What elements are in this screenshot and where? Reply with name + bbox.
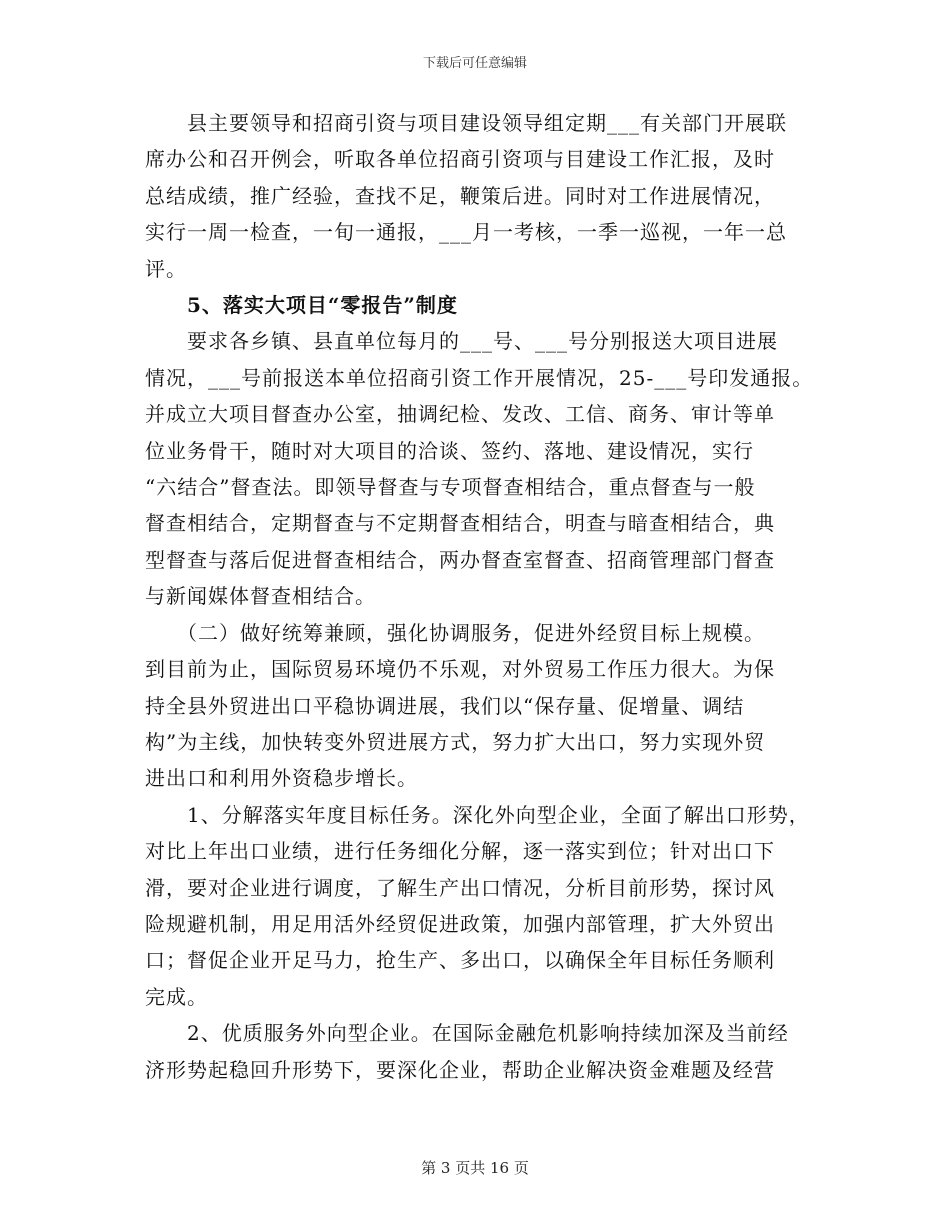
- text-line: 县主要领导和招商引资与项目建设领导组定期___有关部门开展联: [145, 111, 787, 135]
- text-line: 到目前为止，国际贸易环境仍不乐观，对外贸易工作压力很大。为保: [145, 657, 775, 682]
- text-line: 进出口和利用外资稳步增长。: [145, 766, 418, 791]
- text-line: 对比上年出口业绩，进行任务细化分解，逐一落实到位；针对出口下: [145, 839, 775, 864]
- document-body: [145, 105, 814, 1088]
- text-line: 口；督促企业开足马力，抢生产、多出口，以确保全年目标任务顺利: [145, 948, 775, 973]
- text-line: 持全县外贸进出口平稳协调进展，我们以“保存量、促增量、调结: [145, 693, 745, 718]
- text-line: 与新闻媒体督查相结合。: [145, 584, 376, 609]
- text-line: 构”为主线，加快转变外贸进展方式，努力扩大出口，努力实现外贸: [145, 729, 766, 754]
- text-line: 滑，要对企业进行调度，了解生产出口情况，分析目前形势，探讨风: [145, 875, 775, 900]
- text-line: 情况，___号前报送本单位招商引资工作开展情况，25-___号印发通报。: [145, 365, 814, 390]
- text-line: 实行一周一检查，一旬一通报，___月一考核，一季一巡视，一年一总: [145, 220, 787, 245]
- page-footer: 第 3 页共 16 页: [421, 1159, 529, 1177]
- text-line: 济形势起稳回升形势下，要深化企业，帮助企业解决资金难题及经营: [145, 1057, 775, 1082]
- text-line: 督查相结合，定期督查与不定期督查相结合，明查与暗查相结合，典: [145, 511, 775, 536]
- text-line: 总结成绩，推广经验，查找不足，鞭策后进。同时对工作进展情况，: [145, 183, 775, 208]
- text-line: 席办公和召开例会，听取各单位招商引资项与目建设工作汇报，及时: [145, 147, 775, 172]
- text-line: 险规避机制，用足用活外经贸促进政策，加强内部管理，扩大外贸出: [145, 911, 775, 936]
- text-line: 1、分解落实年度目标任务。深化外向型企业，全面了解出口形势，: [145, 802, 810, 827]
- text-line: 并成立大项目督查办公室，抽调纪检、发改、工信、商务、审计等单: [145, 402, 775, 427]
- text-line: （二）做好统筹兼顾，强化协调服务，促进外经贸目标上规模。: [145, 620, 765, 645]
- text-line: 型督查与落后促进督查相结合，两办督查室督查、招商管理部门督查: [145, 547, 775, 572]
- text-line: 要求各乡镇、县直单位每月的___号、___号分别报送大项目进展: [145, 329, 778, 354]
- text-line: 位业务骨干，随时对大项目的洽谈、签约、落地、建设情况，实行: [145, 438, 754, 463]
- page-header: 下载后可任意编辑: [422, 56, 527, 71]
- text-line: 2、优质服务外向型企业。在国际金融危机影响持续加深及当前经: [145, 1021, 789, 1046]
- text-line: 完成。: [145, 984, 208, 1009]
- section-heading: 5、落实大项目“零报告”制度: [145, 293, 458, 318]
- text-line: “六结合”督查法。即领导督查与专项督查相结合，重点督查与一般: [145, 475, 756, 500]
- text-line: 评。: [145, 256, 187, 281]
